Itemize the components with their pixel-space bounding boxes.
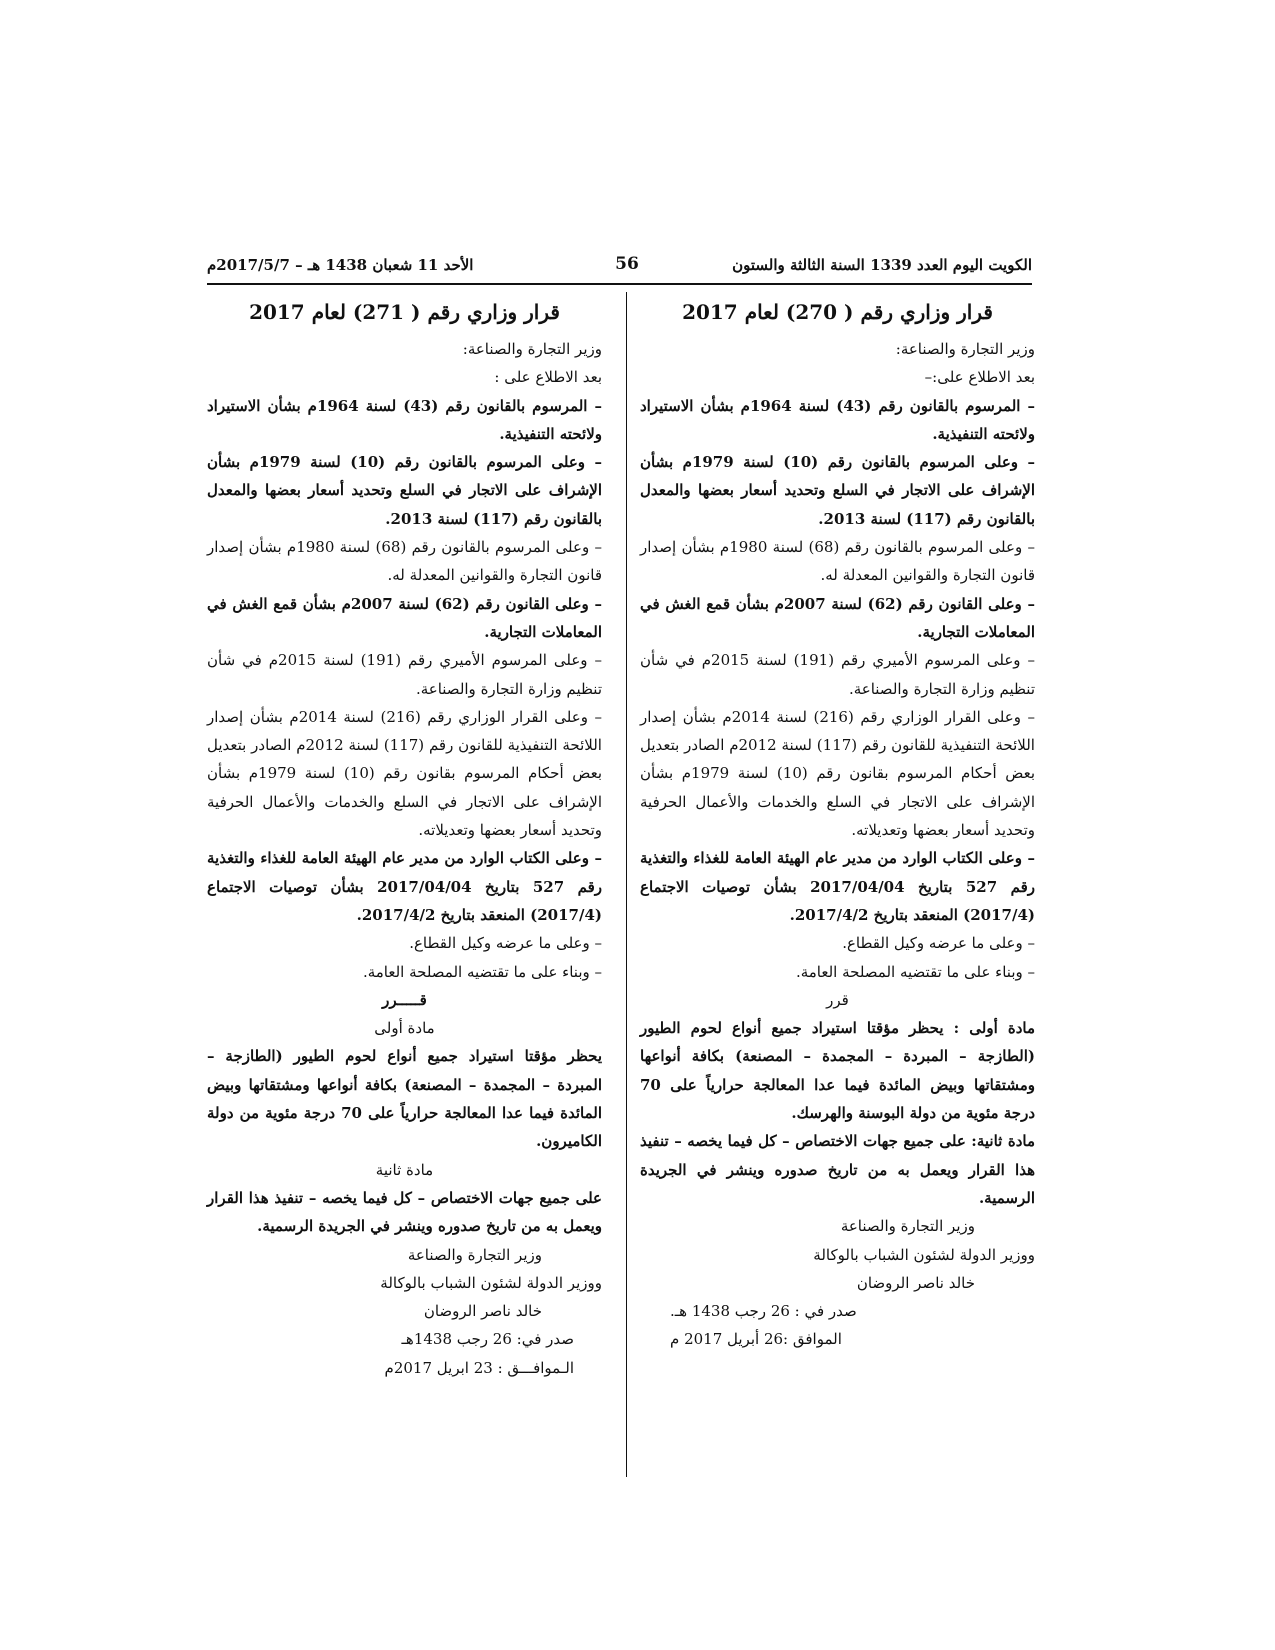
decision-271-decided: قـــــرر [382, 990, 427, 1009]
column-divider [626, 292, 627, 1477]
decision-271-column [207, 295, 602, 1382]
issue-date: الأحد 11 شعبان 1438 هـ – 2017/5/7م [207, 256, 474, 274]
decision-271-article-1-heading: مادة أولى [374, 1019, 435, 1038]
decision-271-signatory-title-2: ووزير الدولة لشئون الشباب بالوكالة [380, 1273, 602, 1292]
decision-271-article-1: يحظر مؤقتا استيراد جميع أنواع لحوم الطيور (الطازجة – المبردة – المجمدة – المصنعة) بكافة أنواعها ومشتقاتها وبيض المائدة فيما عدا المعالجة حرارياً على 70 درجة مئوية من دولة الكاميرون. [207, 1047, 602, 1151]
decision-270-signatory-name: خالد ناصر الروضان [856, 1273, 975, 1292]
decision-270-review: بعد الاطلاع على:– [924, 368, 1035, 387]
decision-271-item: – وعلى القانون رقم (62) لسنة 2007م بشأن قمع الغش في المعاملات التجارية. [207, 594, 602, 641]
decision-271-corresponding: الـموافـــق : 23 ابريل 2017م [384, 1358, 574, 1377]
decision-270-minister: وزير التجارة والصناعة: [895, 340, 1035, 358]
decision-271-item: – المرسوم بالقانون رقم (43) لسنة 1964م بشأن الاستيراد ولائحته التنفيذية. [207, 396, 602, 443]
decision-270-item: – وعلى ما عرضه وكيل القطاع. [842, 934, 1035, 953]
decision-271-item: – وبناء على ما تقتضيه المصلحة العامة. [362, 962, 602, 981]
decision-270-decided: قرر [826, 990, 849, 1009]
decision-270-item: – وعلى القرار الوزاري رقم (216) لسنة 2014م بشأن إصدار اللائحة التنفيذية للقانون رقم (117) لسنة 2012م الصادر بتعديل بعض أحكام المرسوم بقانون رقم (10) لسنة 1979م بشأن الإشراف على الاتجار في السلع والخدمات والأعمال الحرفية وتحديد أسعار بعضها وتعديلاته. [640, 707, 1035, 840]
decision-270-item: – المرسوم بالقانون رقم (43) لسنة 1964م بشأن الاستيراد ولائحته التنفيذية. [640, 396, 1035, 443]
decision-270-signatory-title-2: ووزير الدولة لشئون الشباب بالوكالة [813, 1245, 1035, 1264]
decision-271-signatory-title: وزير التجارة والصناعة [407, 1245, 542, 1264]
decision-270-item: – وعلى المرسوم الأميري رقم (191) لسنة 2015م في شأن تنظيم وزارة التجارة والصناعة. [640, 651, 1036, 698]
decision-270-corresponding: الموافق :26 أبريل 2017 م [670, 1330, 842, 1349]
decision-270-column [640, 295, 1035, 1354]
decision-270-title: قرار وزاري رقم ( 270) لعام 2017 [682, 300, 993, 324]
decision-271-item: – وعلى المرسوم بالقانون رقم (68) لسنة 1980م بشأن إصدار قانون التجارة والقوانين المعدلة له. [207, 538, 602, 585]
decision-271-item: – وعلى القرار الوزاري رقم (216) لسنة 2014م بشأن إصدار اللائحة التنفيذية للقانون رقم (117) لسنة 2012م الصادر بتعديل بعض أحكام المرسوم بقانون رقم (10) لسنة 1979م بشأن الإشراف على الاتجار في السلع والخدمات والأعمال الحرفية وتحديد أسعار بعضها وتعديلاته. [207, 707, 602, 840]
decision-270-item: – وعلى المرسوم بالقانون رقم (68) لسنة 1980م بشأن إصدار قانون التجارة والقوانين المعدلة له. [640, 538, 1035, 585]
decision-271-title: قرار وزاري رقم ( 271) لعام 2017 [249, 300, 560, 324]
gazette-issue: الكويت اليوم العدد 1339 السنة الثالثة والستون [732, 256, 1032, 274]
decision-271-item: – وعلى المرسوم الأميري رقم (191) لسنة 2015م في شأن تنظيم وزارة التجارة والصناعة. [207, 651, 603, 698]
decision-270-item: – وعلى الكتاب الوارد من مدير عام الهيئة العامة للغذاء والتغذية رقم 527 بتاريخ 2017/04/04 بشأن توصيات الاجتماع (2017/4) المنعقد بتاريخ 2017/4/2. [640, 849, 1035, 924]
decision-271-article-2-heading: مادة ثانية [375, 1160, 434, 1179]
decision-270-item: – وبناء على ما تقتضيه المصلحة العامة. [795, 962, 1035, 981]
page-number: 56 [615, 254, 639, 274]
decision-271-issued: صدر في: 26 رجب 1438هـ [401, 1330, 574, 1349]
decision-271-article-2: على جميع جهات الاختصاص – كل فيما يخصه – تنفيذ هذا القرار ويعمل به من تاريخ صدوره وينشر في الجريدة الرسمية. [207, 1188, 602, 1236]
decision-271-signatory-name: خالد ناصر الروضان [423, 1302, 542, 1321]
decision-270-issued: صدر في : 26 رجب 1438 هـ. [670, 1302, 857, 1321]
decision-270-article-2: مادة ثانية: على جميع جهات الاختصاص – كل فيما يخصه – تنفيذ هذا القرار ويعمل به من تاريخ صدوره وينشر في الجريدة الرسمية. [640, 1132, 1035, 1207]
page-header [207, 256, 1032, 286]
header-divider [207, 283, 1032, 285]
decision-271-item: – وعلى الكتاب الوارد من مدير عام الهيئة العامة للغذاء والتغذية رقم 527 بتاريخ 2017/04/04 بشأن توصيات الاجتماع (2017/4) المنعقد بتاريخ 2017/4/2. [207, 849, 602, 924]
decision-271-item: – وعلى ما عرضه وكيل القطاع. [409, 934, 602, 953]
decision-270-item: – وعلى المرسوم بالقانون رقم (10) لسنة 1979م بشأن الإشراف على الاتجار في السلع وتحديد أسعار بعضها والمعدل بالقانون رقم (117) لسنة 2013. [640, 453, 1035, 528]
decision-270-item: – وعلى القانون رقم (62) لسنة 2007م بشأن قمع الغش في المعاملات التجارية. [640, 594, 1035, 641]
decision-271-minister: وزير التجارة والصناعة: [462, 340, 602, 358]
decision-270-article-1: مادة أولى : يحظر مؤقتا استيراد جميع أنواع لحوم الطيور (الطازجة – المبردة – المجمدة – المصنعة) بكافة أنواعها ومشتقاتها وبيض المائدة فيما عدا المعالجة حرارياً على 70 درجة مئوية من دولة البوسنة والهرسك. [640, 1019, 1035, 1123]
decision-271-review: بعد الاطلاع على : [494, 368, 602, 387]
decision-271-item: – وعلى المرسوم بالقانون رقم (10) لسنة 1979م بشأن الإشراف على الاتجار في السلع وتحديد أسعار بعضها والمعدل بالقانون رقم (117) لسنة 2013. [207, 453, 602, 528]
decision-270-signatory-title: وزير التجارة والصناعة [840, 1217, 975, 1236]
